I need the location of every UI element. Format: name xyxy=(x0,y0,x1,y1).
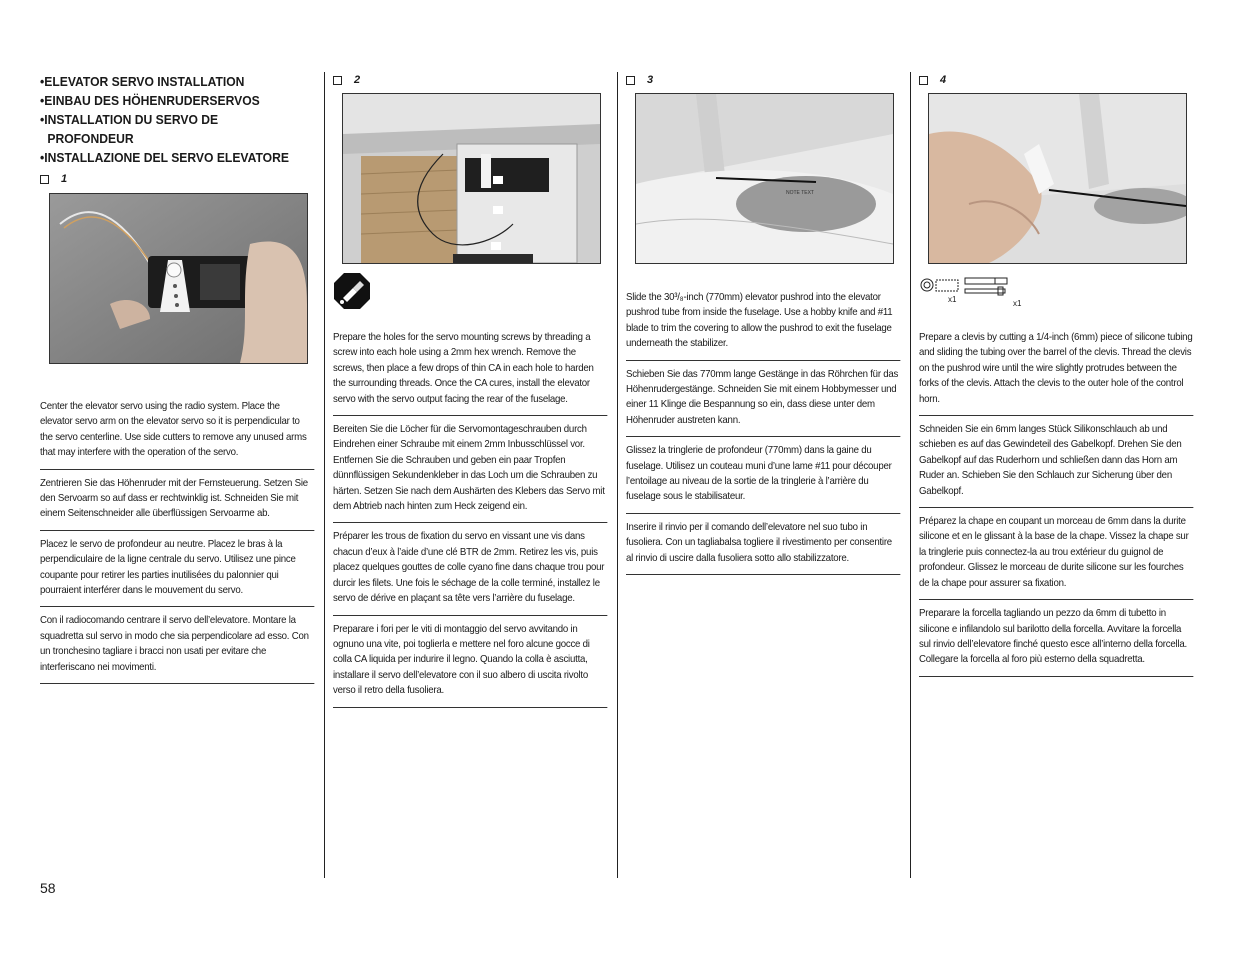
step-4-checkbox[interactable] xyxy=(919,72,1195,88)
column-divider xyxy=(910,72,911,878)
ca-glue-icon xyxy=(333,272,371,310)
svg-text:NOTE TEXT: NOTE TEXT xyxy=(786,190,814,196)
section-title xyxy=(40,72,316,167)
quantity-label: x1 xyxy=(948,295,957,304)
checkbox-icon xyxy=(919,76,928,85)
title-line: •EINBAU DES HÖHENRUDERSERVOS xyxy=(40,93,260,108)
paragraph-it: Con il radiocomando centrare il servo dell’elevatore. Montare la squadretta sul servo in modo che sia perpendicolare ad esso. Con un tronchesino tagliare i bracci non usati per evitare che interferiscano nei movimenti. xyxy=(40,613,315,684)
paragraph-it: Preparare i fori per le viti di montaggio del servo avvitando in ognuno una vite, poi toglierla e mettere nel foro alcune gocce di colla CA liquida per indurire il legno. Quando la colla è asciutta, installare il servo dell’elevatore con il suo albero di uscita rivolto verso il retro della fusoliera. xyxy=(333,622,608,708)
column-divider xyxy=(617,72,618,878)
photo-pushrod-exit xyxy=(635,93,894,264)
paragraph-en: Prepare the holes for the servo mounting screws by threading a screw into each hole using a 2mm hex wrench. Remove the screws, then place a few drops of thin CA in each hole to harden the surrounding threads. Once the CA cures, install the elevator servo with the servo output facing the rear of the fuselage. xyxy=(333,330,608,416)
title-line: •INSTALLATION DU SERVO DE xyxy=(40,112,219,127)
checkbox-icon xyxy=(40,175,49,184)
step-3-checkbox[interactable] xyxy=(626,72,902,88)
column-divider xyxy=(324,72,325,878)
step-number: 2 xyxy=(354,74,361,86)
column-1 xyxy=(40,72,316,690)
step-2-checkbox[interactable] xyxy=(333,72,609,88)
checkbox-icon xyxy=(333,76,342,85)
photo-servo-mount xyxy=(342,93,601,264)
step-number: 3 xyxy=(647,74,654,86)
paragraph-it: Inserire il rinvio per il comando dell’elevatore nel suo tubo in fusoliera. Con un tagliabalsa togliere il rivestimento per consentire al rinvio di uscire dalla fusoliera sotto allo stabilizzatore. xyxy=(626,520,901,575)
step-number: 4 xyxy=(940,74,947,86)
step-number: 1 xyxy=(61,173,68,185)
paragraph-it: Preparare la forcella tagliando un pezzo da 6mm di tubetto in silicone e infilandolo sul barilotto della forcella. Avvitare la forcella sul rinvio dell’elevatore finché questo esce all’interno della forcella. Collegare la forcella al foro più esterno della squadretta. xyxy=(919,606,1194,677)
quantity-label: x1 xyxy=(1013,299,1022,308)
paragraph-fr: Préparer les trous de fixation du servo en vissant une vis dans chacun d’eux à l’aide d’une clé BTR de 2mm. Retirez les vis, puis placez quelques gouttes de colle cyano fine dans chaque trou pour durcir les filets. Une fois le séchage de la colle terminé, installez le servo de dérive en plaçant sa tête vers l’arrière du fuselage. xyxy=(333,529,608,615)
paragraph-de: Bereiten Sie die Löcher für die Servomontageschrauben durch Eindrehen einer Schraube mit einem 2mm Inbusschlüssel vor. Entfernen Sie die Schrauben und geben ein paar Tropfen dünnflüssigen Sekundenkleber in das Loch um die Schrauben zu härten. Setzen Sie nach dem Aushärten des Klebers das Servo mit dem Abtrieb nach hinten zum Heck zeigend ein. xyxy=(333,422,608,523)
instructions xyxy=(626,290,902,575)
checkbox-icon xyxy=(626,76,635,85)
title-line: •INSTALLAZIONE DEL SERVO ELEVATORE xyxy=(40,150,289,165)
instructions xyxy=(333,330,609,708)
page-number: 58 xyxy=(40,880,56,896)
parts-illustration xyxy=(919,276,1022,308)
instructions xyxy=(919,330,1195,677)
photo-clevis-attach xyxy=(928,93,1187,264)
paragraph-en: Prepare a clevis by cutting a 1/4-inch (6mm) piece of silicone tubing and sliding the tubing over the barrel of the clevis. Thread the clevis on the pushrod wire until the wire slightly protrudes between the forks of the clevis. Attach the clevis to the outer hole of the control horn. xyxy=(919,330,1194,416)
title-line: •ELEVATOR SERVO INSTALLATION xyxy=(40,74,245,89)
paragraph-fr: Placez le servo de profondeur au neutre. Placez le bras à la perpendiculaire de la ligne centrale du servo. Utilisez une pince coupante pour retirer les parties inutilisées du palonnier qui pourraient interférer dans le mouvement du servo. xyxy=(40,537,315,608)
paragraph-en: Slide the 30³/₈-inch (770mm) elevator pushrod into the elevator pushrod tube from inside the fuselage. Use a hobby knife and #11 blade to trim the covering to allow the pushrod to exit the fuselage underneath the stabilizer. xyxy=(626,290,901,361)
paragraph-de: Schieben Sie das 770mm lange Gestänge in das Röhrchen für das Höhenrudergestänge. Schneiden Sie mit einem Hobbymesser und einer 11 Klinge die Bespannung so ein, dass diese unter dem Höhenruder austreten kann. xyxy=(626,367,901,438)
paragraph-de: Zentrieren Sie das Höhenruder mit der Fernsteuerung. Setzen Sie den Servoarm so auf dass er rechtwinklig ist. Schneiden Sie mit einem Seitenschneider alle überflüssigen Servoarme ab. xyxy=(40,476,315,531)
paragraph-en: Center the elevator servo using the radio system. Place the elevator servo arm on the elevator servo so it is perpendicular to the servo centerline. Use side cutters to remove any unused arms that may interfere with the operation of the servo. xyxy=(40,399,315,470)
paragraph-fr: Préparez la chape en coupant un morceau de 6mm dans la durite silicone et en le glissant à la base de la chape. Vissez la chape sur la tringlerie puis connectez-la au trou extérieur du guignol de profondeur. Glissez le morceau de durite silicone sur les fourches de la chape pour assurer sa fixation. xyxy=(919,514,1194,600)
step-1-checkbox[interactable] xyxy=(40,171,316,187)
paragraph-de: Schneiden Sie ein 6mm langes Stück Silikonschlauch ab und schieben es auf das Gewindeteil des Gabelkopf. Drehen Sie den Gabelkopf auf das Ruderhorn und schließen dann das Horn am Ruder an. Schieben Sie den Schlauch zur Sicherung über den Gabelkopf. xyxy=(919,422,1194,508)
photo-servo-arm xyxy=(49,193,308,364)
paragraph-fr: Glissez la tringlerie de profondeur (770mm) dans la gaine du fuselage. Utilisez un couteau muni d’une lame #11 pour découper l’entoilage au niveau de la sortie de la tringlerie à l’arrière du fuselage sous le stabilisateur. xyxy=(626,443,901,514)
title-line: PROFONDEUR xyxy=(47,131,134,146)
instructions xyxy=(40,399,316,684)
